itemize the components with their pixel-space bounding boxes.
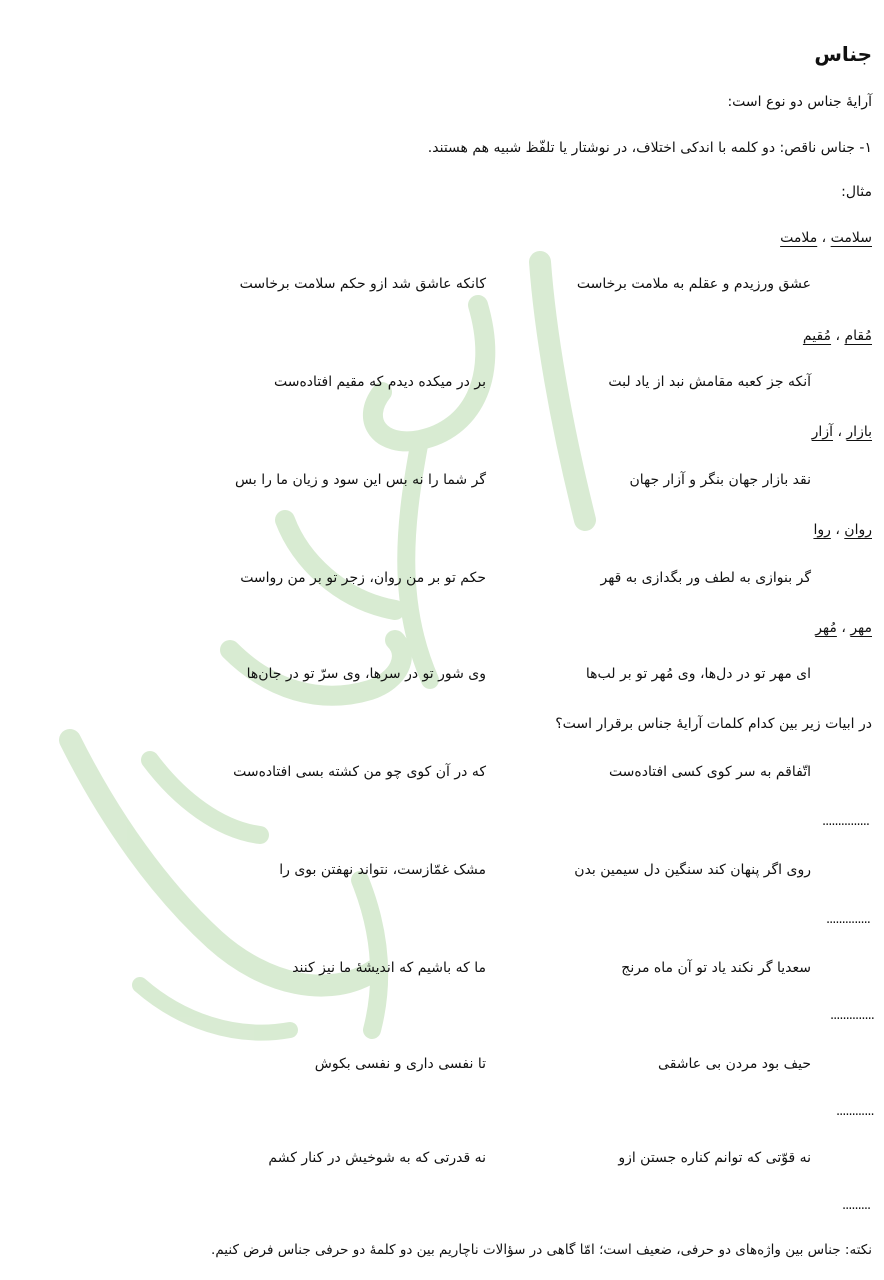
exercise-verse-row <box>0 760 884 784</box>
example-word-pair <box>812 422 872 442</box>
example-label: مثال: <box>841 184 872 200</box>
example-verse-row <box>0 468 884 492</box>
answer-blank[interactable]: .............. <box>826 912 870 927</box>
example-word: مهر <box>850 620 872 636</box>
second-hemistich: گر شما را نه بس این سود و زیان ما را بس <box>235 472 486 488</box>
separator: ، <box>835 328 841 344</box>
example-word: ملامت <box>780 230 818 246</box>
example-verse-row <box>0 662 884 686</box>
first-hemistich: حیف بود مردن بی عاشقی <box>658 1056 811 1072</box>
example-word-pair <box>813 520 872 540</box>
second-hemistich: مشک غمّازست، نتواند نهفتن بوی را <box>279 862 486 878</box>
exercise-question: در ابیات زیر بین کدام کلمات آرایۀ جناس برقرار است؟ <box>555 716 872 732</box>
intro-text: آرایۀ جناس دو نوع است: <box>727 94 872 110</box>
separator: ، <box>841 620 846 636</box>
second-hemistich: وی شور تو در سرها، وی سرّ تو در جان‌ها <box>246 666 486 682</box>
second-hemistich: بر در میکده دیدم که مقیم افتاده‌ست <box>273 374 486 390</box>
exercise-verse-row <box>0 1146 884 1170</box>
first-hemistich: نه قوّتی که توانم کناره جستن ازو <box>618 1150 811 1166</box>
exercise-verse-row <box>0 956 884 980</box>
separator: ، <box>837 424 842 440</box>
second-hemistich: ما که باشیم که اندیشۀ ما نیز کنند <box>292 960 486 976</box>
example-verse-row <box>0 272 884 296</box>
example-verse-row <box>0 370 884 394</box>
example-word-pair <box>780 228 872 248</box>
example-word: مُقیم <box>802 328 832 344</box>
first-hemistich: اتّفاقم به سر کوی کسی افتاده‌ست <box>608 764 811 780</box>
example-word: روا <box>813 522 831 538</box>
second-hemistich: که در آن کوی چو من کشته بسی افتاده‌ست <box>233 764 486 780</box>
example-word: سلامت <box>830 230 872 246</box>
second-hemistich: حکم تو بر من روان، زجر تو بر من رواست <box>240 570 486 586</box>
separator: ، <box>821 230 827 246</box>
note-text: نکته: جناس بین واژه‌های دو حرفی، ضعیف است؛ امّا گاهی در سؤالات ناچاریم بین دو کلمۀ دو حرفی جناس فرض کنیم. <box>211 1242 872 1258</box>
first-hemistich: نقد بازار جهان بنگر و آزار جهان <box>629 472 811 488</box>
example-word: روان <box>844 522 872 538</box>
example-word: آزار <box>811 424 833 440</box>
page-title: جناس <box>814 42 872 66</box>
example-word-pair <box>815 618 872 638</box>
second-hemistich: نه قدرتی که به شوخیش در کنار کشم <box>268 1150 486 1166</box>
separator: ، <box>835 522 840 538</box>
answer-blank[interactable]: .............. <box>830 1008 874 1023</box>
example-word: مُقام <box>844 328 872 344</box>
second-hemistich: کانکه عاشق شد ازو حکم سلامت برخاست <box>239 276 486 292</box>
first-hemistich: سعدیا گر نکند یاد تو آن ماه مرنج <box>621 960 811 976</box>
answer-blank[interactable]: ......... <box>842 1198 871 1213</box>
first-hemistich: عشق ورزیدم و عقلم به ملامت برخاست <box>576 276 811 292</box>
example-word: بازار <box>846 424 872 440</box>
second-hemistich: تا نفسی داری و نفسی بکوش <box>314 1056 486 1072</box>
answer-blank[interactable]: ............... <box>822 814 869 829</box>
example-verse-row <box>0 566 884 590</box>
first-hemistich: آنکه جز کعبه مقامش نبد از یاد لبت <box>608 374 811 390</box>
answer-blank[interactable]: ............ <box>836 1104 874 1119</box>
exercise-verse-row <box>0 1052 884 1076</box>
first-hemistich: روی اگر پنهان کند سنگین دل سیمین بدن <box>574 862 811 878</box>
first-hemistich: ای مهر تو در دل‌ها، وی مُهر تو بر لب‌ها <box>585 666 811 682</box>
exercise-verse-row <box>0 858 884 882</box>
first-hemistich: گر بنوازی به لطف ور بگدازی به قهر <box>600 570 811 586</box>
example-word-pair <box>803 326 872 346</box>
example-word: مُهر <box>815 620 837 636</box>
definition-text: ۱- جناس ناقص: دو کلمه با اندکی اختلاف، در نوشتار یا تلفّظ شبیه هم هستند. <box>427 140 872 156</box>
